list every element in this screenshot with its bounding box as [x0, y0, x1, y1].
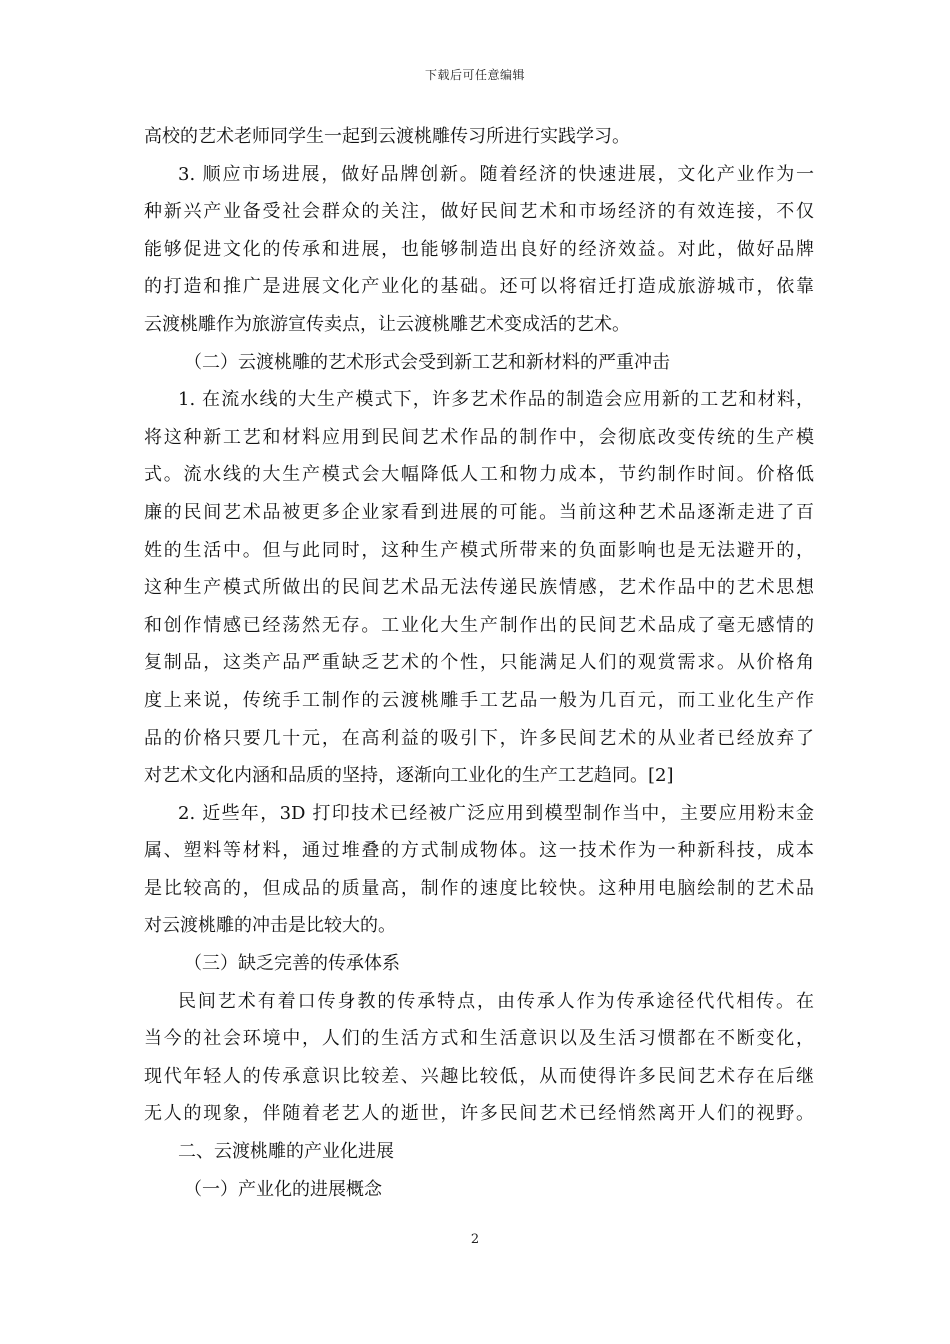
text-line: 姓的生活中。但与此同时，这种生产模式所带来的负面影响也是无法避开的， [144, 539, 814, 561]
page-header: 下载后可任意编辑 [424, 68, 525, 82]
text-line: 和创作情感已经荡然无存。工业化大生产制作出的民间艺术品成了毫无感情的 [144, 614, 814, 636]
text-line: 复制品，这类产品严重缺乏艺术的个性，只能满足人们的观赏需求。从价格角 [144, 652, 814, 674]
text-line: 云渡桃雕作为旅游宣传卖点，让云渡桃雕艺术变成活的艺术。 [144, 313, 630, 335]
text-line: 高校的艺术老师同学生一起到云渡桃雕传习所进行实践学习。 [144, 126, 630, 147]
chapter-heading: 二、云渡桃雕的产业化进展 [178, 1141, 394, 1163]
text-line: 对云渡桃雕的冲击是比较大的。 [144, 915, 396, 937]
text-line: 对艺术文化内涵和品质的坚持，逐渐向工业化的生产工艺趋同。[2] [144, 765, 674, 787]
text-line: 现代年轻人的传承意识比较差、兴趣比较低，从而使得许多民间艺术存在后继 [144, 1065, 814, 1087]
text-line: 无人的现象，伴随着老艺人的逝世，许多民间艺术已经悄然离开人们的视野。 [144, 1103, 814, 1125]
text-line: 属、塑料等材料，通过堆叠的方式制成物体。这一技术作为一种新科技，成本 [144, 840, 814, 862]
document-body [144, 118, 814, 1208]
text-line: 1. 在流水线的大生产模式下，许多艺术作品的制造会应用新的工艺和材料， [178, 389, 814, 411]
text-line: 2. 近些年，3D 打印技术已经被广泛应用到模型制作当中，主要应用粉末金 [178, 802, 814, 824]
page-number: 2 [470, 1232, 480, 1247]
text-line: 3. 顺应市场进展，做好品牌创新。随着经济的快速进展，文化产业作为一 [178, 163, 814, 185]
section-heading: （三）缺乏完善的传承体系 [184, 953, 400, 975]
text-line: 的打造和推广是进展文化产业化的基础。还可以将宿迁打造成旅游城市，依靠 [144, 276, 814, 298]
text-line: 品的价格只要几十元，在高利益的吸引下，许多民间艺术的从业者已经放弃了 [144, 727, 814, 749]
text-line: 这种生产模式所做出的民间艺术品无法传递民族情感，艺术作品中的艺术思想 [144, 577, 814, 599]
text-line: 能够促进文化的传承和进展，也能够制造出良好的经济效益。对此，做好品牌 [144, 238, 814, 260]
text-line: 当今的社会环境中，人们的生活方式和生活意识以及生活习惯都在不断变化， [144, 1028, 814, 1050]
text-line: 将这种新工艺和材料应用到民间艺术作品的制作中，会彻底改变传统的生产模 [144, 426, 814, 448]
text-line: 式。流水线的大生产模式会大幅降低人工和物力成本，节约制作时间。价格低 [144, 464, 814, 486]
section-heading: （二）云渡桃雕的艺术形式会受到新工艺和新材料的严重冲击 [184, 351, 670, 373]
text-line: 种新兴产业备受社会群众的关注，做好民间艺术和市场经济的有效连接，不仅 [144, 201, 814, 223]
text-line: 廉的民间艺术品被更多企业家看到进展的可能。当前这种艺术品逐渐走进了百 [144, 501, 814, 523]
text-line: 民间艺术有着口传身教的传承特点，由传承人作为传承途径代代相传。在 [178, 990, 814, 1012]
text-line: 是比较高的，但成品的质量高，制作的速度比较快。这种用电脑绘制的艺术品 [144, 877, 814, 899]
section-heading: （一）产业化的进展概念 [184, 1178, 382, 1200]
text-line: 度上来说，传统手工制作的云渡桃雕手工艺品一般为几百元，而工业化生产作 [144, 689, 814, 711]
